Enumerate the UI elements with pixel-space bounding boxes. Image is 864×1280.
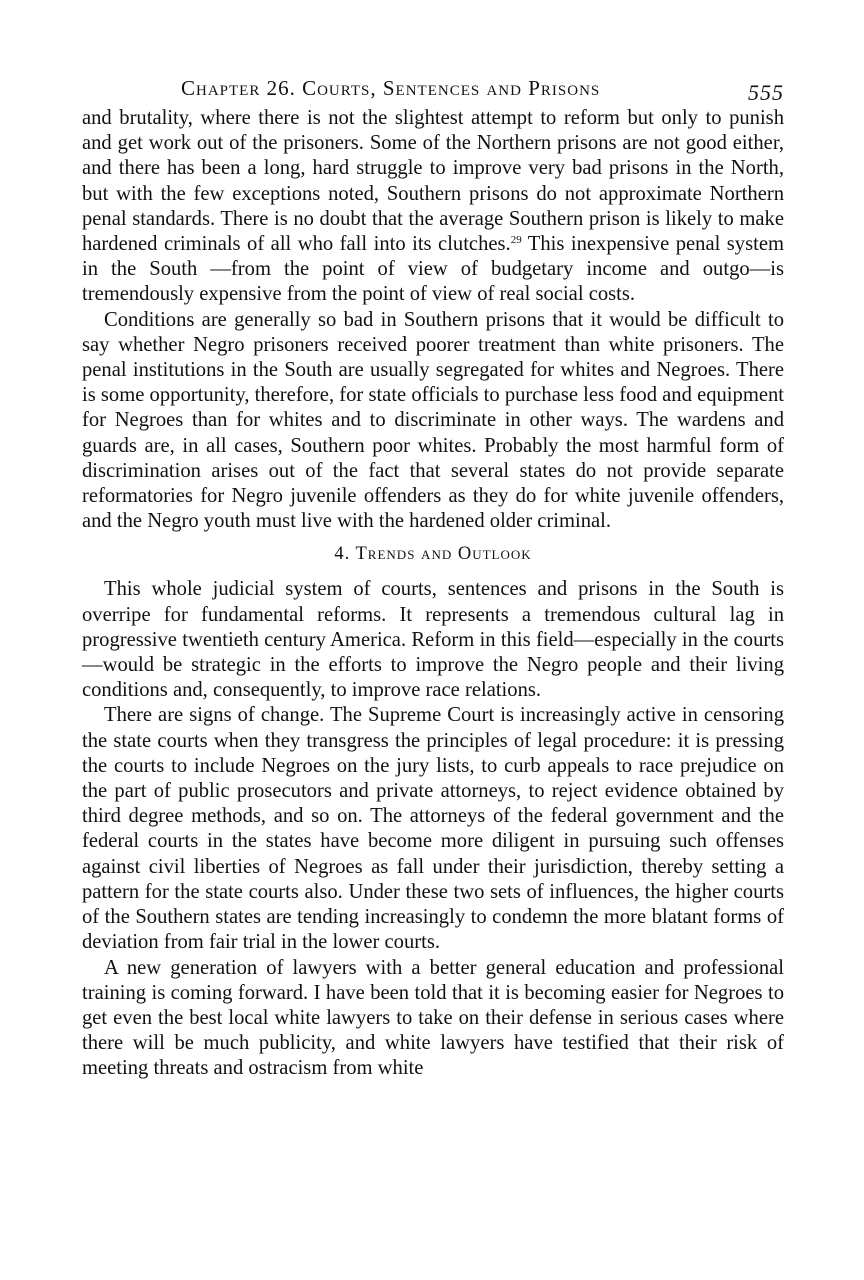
book-page [82, 76, 784, 1082]
paragraph-text: This inexpensive penal system in the South —from the point of view of budgetary income and outgo—is tremendously expensive from the point of view of real social costs. [82, 233, 784, 306]
section-heading: 4. Trends and Outlook [334, 544, 532, 565]
running-head [82, 76, 784, 106]
paragraph-prison-conditions: Conditions are generally so bad in Southern prisons that it would be difficult to say whether Negro prisoners received poorer treatment than white prisoners. The penal institutions in the South are usually segregated for whites and Negroes. There is some opportunity, therefore, for state officials to purchase less food and equipment for Negroes than for whites and to discriminate in other ways. The wardens and guards are, in all cases, Southern poor whites. Probably the most harmful form of discrimination arises out of the fact that several states do not provide separate reformatories for Negro juvenile offenders as they do for white juvenile offenders, and the Negro youth must live with the hardened older criminal. [82, 308, 784, 533]
chapter-title: Chapter 26. Courts, Sentences and Prisons [181, 76, 601, 100]
paragraph-new-lawyers: A new generation of lawyers with a better general education and professional training is coming forward. I have been told that it is becoming easier for Negroes to get even the best local white lawyers to take on their defense in serious cases where there will be much publicity, and white lawyers have testified that their risk of meeting threats and ostracism from white [82, 956, 784, 1080]
paragraph-signs-of-change: There are signs of change. The Supreme Court is increasingly active in censoring the state courts when they transgress the principles of legal procedure: it is pressing the courts to include Negroes on the jury lists, to curb appeals to race prejudice on the part of public prosecutors and private attorneys, to reject evidence obtained by third degree methods, and so on. The attorneys of the federal government and the federal courts in the states have become more diligent in pursuing such offenses against civil liberties of Negroes as fall under their jurisdiction, thereby setting a pattern for the state courts also. Under these two sets of influences, the higher courts of the Southern states are tending increasingly to condemn the more blatant forms of deviation from fair trial in the lower courts. [82, 704, 784, 954]
page-number: 555 [748, 80, 784, 105]
footnote-reference[interactable]: 29 [510, 234, 522, 247]
paragraph-prison-standards [82, 106, 784, 308]
paragraph-judicial-reform: This whole judicial system of courts, sentences and prisons in the South is overripe for fundamental reforms. It represents a tremendous cultural lag in progressive twentieth century America. Reform in this field—especially in the courts—would be strategic in the efforts to improve the Negro people and their living conditions and, consequently, to improve race relations. [82, 578, 784, 702]
paragraph-text: and brutality, where there is not the slightest attempt to reform but only to punish and get work out of the prisoners. Some of the Northern prisons are not good either, and there has been a long, hard struggle to improve very bad prisons in the North, but with the few exceptions noted, Southern prisons do not approximate Northern penal standards. There is no doubt that the average Southern prison is likely to make hardened criminals of all who fall into its clutches. [82, 107, 784, 256]
